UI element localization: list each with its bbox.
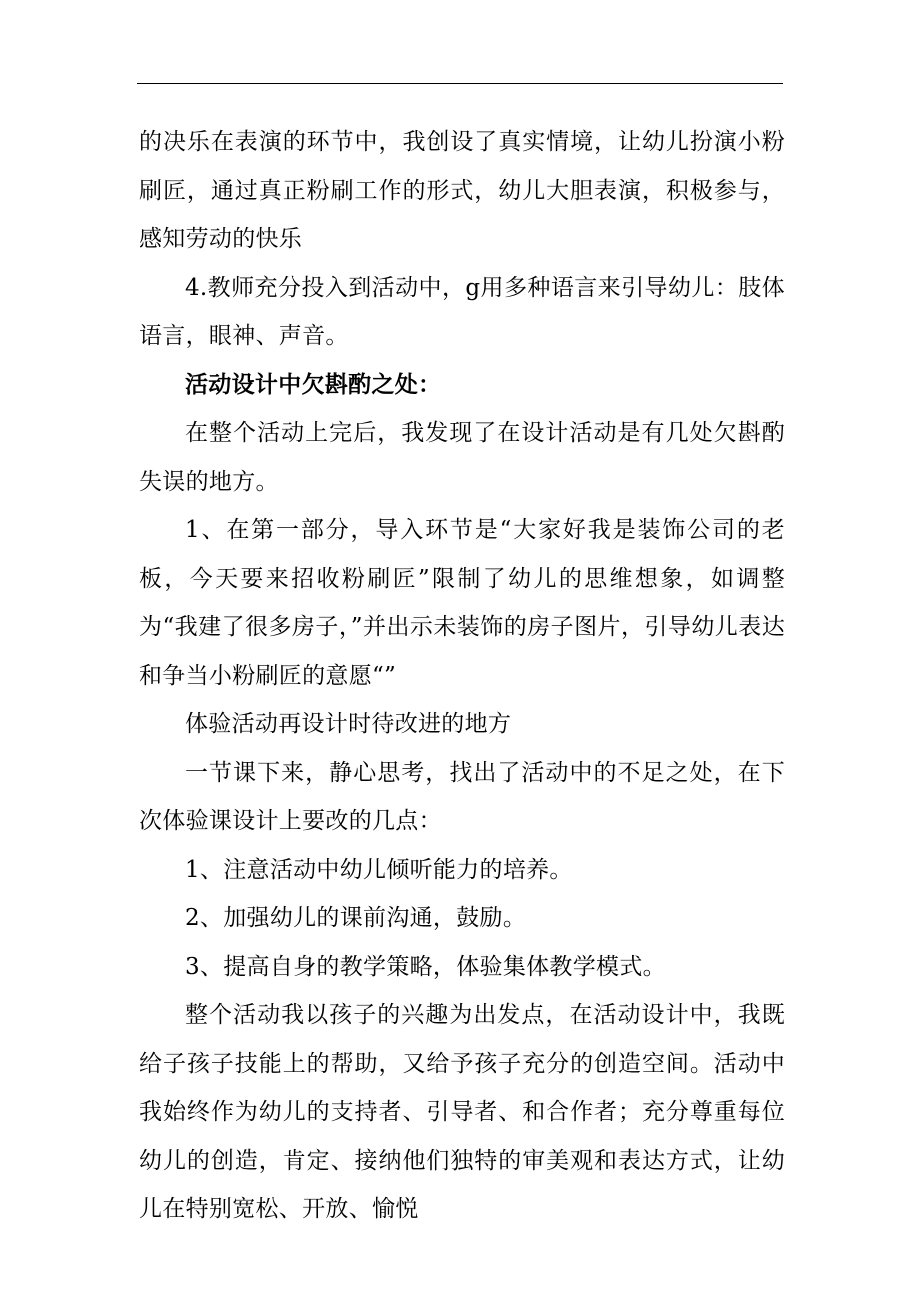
section-heading-shortcomings: 活动设计中欠斟酌之处：: [185, 370, 442, 398]
paragraph-shortcomings-intro: 在整个活动上完后，我发现了在设计活动是有几处欠斟酌失误的地方。: [139, 420, 785, 495]
document-body: [139, 118, 785, 1234]
list-item-communication: 2、加强幼儿的课前沟通，鼓励。: [185, 905, 527, 931]
list-item-teaching-strategy: 3、提高自身的教学策略，体验集体教学模式。: [185, 953, 666, 980]
paragraph-teacher-language: 4.教师充分投入到活动中，g用多种语言来引导幼儿：肢体语言，眼神、声音。: [139, 274, 785, 349]
paragraph-summary: 整个活动我以孩子的兴趣为出发点，在活动设计中，我既给子孩子技能上的帮助，又给予孩子充分的创造空间。活动中我始终作为幼儿的支持者、引导者、和合作者；充分尊重每位幼儿的创造，肯定、接纳他们独特的审美观和表达方式，让幼儿在特别宽松、开放、愉悦: [139, 1002, 785, 1222]
list-item-listening: 1、注意活动中幼儿倾听能力的培养。: [185, 856, 573, 883]
paragraph-point-1-intro: 1、在第一部分，导入环节是“大家好我是装饰公司的老板，今天要来招收粉刷匠”限制了幼儿的思维想象，如调整为“我建了很多房子，”并出示未装饰的房子图片，引导幼儿表达和争当小粉刷匠的意愿“”: [139, 517, 785, 689]
paragraph-continuation: 的决乐在表演的环节中，我创设了真实情境，让幼儿扮演小粉刷匠，通过真正粉刷工作的形式，幼儿大胆表演，积极参与，感知劳动的快乐: [139, 129, 785, 252]
section-heading-improvements: 体验活动再设计时待改进的地方: [185, 711, 512, 737]
header-rule: [137, 83, 783, 84]
paragraph-reflection: 一节课下来，静心思考，找出了活动中的不足之处，在下次体验课设计上要改的几点：: [139, 759, 785, 834]
